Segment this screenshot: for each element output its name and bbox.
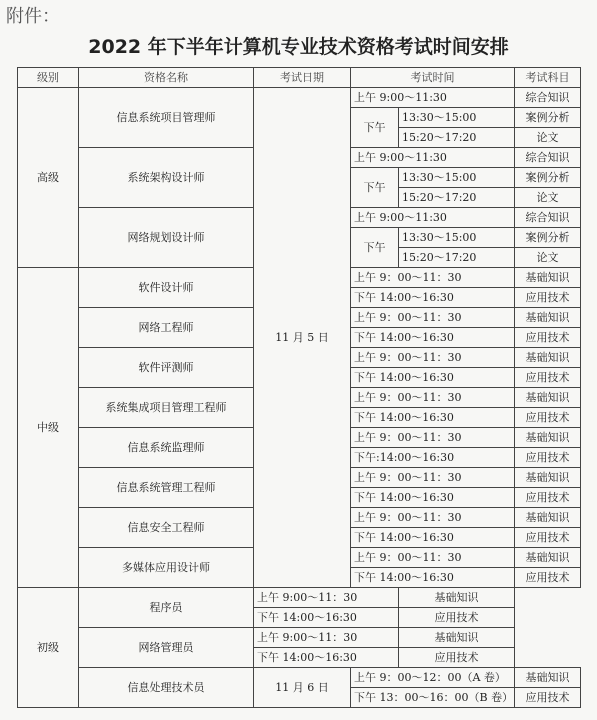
time-afternoon: 下午 14:00～16:30: [351, 328, 515, 348]
time-afternoon: 下午 14:00～16:30: [254, 648, 399, 668]
subject: 应用技术: [515, 328, 581, 348]
time-morning: 上午 9：00～11：30: [351, 388, 515, 408]
time-pm2: 15:20～17:20: [399, 128, 515, 148]
subject: 综合知识: [515, 208, 581, 228]
subject: 论文: [515, 188, 581, 208]
table-row: [18, 88, 581, 108]
qual-name: 系统架构设计师: [79, 148, 254, 208]
time-morning: 上午 9:00～11:30: [351, 148, 515, 168]
time-morning: 上午 9：00～11：30: [351, 508, 515, 528]
time-morning: 上午 9：00～11：30: [351, 428, 515, 448]
subject: 基础知识: [515, 508, 581, 528]
header-date: 考试日期: [254, 68, 351, 88]
time-afternoon: 下午 14:00～16:30: [351, 488, 515, 508]
subject: 基础知识: [515, 308, 581, 328]
subject: 基础知识: [515, 348, 581, 368]
time-pm2: 15:20～17:20: [399, 188, 515, 208]
subject: 综合知识: [515, 148, 581, 168]
subject: 应用技术: [515, 688, 581, 708]
qual-name: 多媒体应用设计师: [79, 548, 254, 588]
subject: 基础知识: [399, 588, 515, 608]
time-afternoon: 下午 14:00～16:30: [351, 528, 515, 548]
subject: 应用技术: [515, 408, 581, 428]
time-morning: 上午 9：00～11：30: [351, 468, 515, 488]
subject: 基础知识: [515, 388, 581, 408]
qual-name: 软件设计师: [79, 268, 254, 308]
annex-label: 附件：: [6, 6, 60, 27]
time-morning: 上午 9：00～11：30: [351, 348, 515, 368]
time-afternoon: 下午:14:00～16:30: [351, 448, 515, 468]
time-afternoon: 下午 14:00～16:30: [351, 288, 515, 308]
table-row: [18, 668, 581, 688]
subject: 案例分析: [515, 228, 581, 248]
subject: 基础知识: [515, 548, 581, 568]
date-nov6: 11 月 6 日: [254, 668, 351, 708]
subject: 应用技术: [515, 288, 581, 308]
time-morning: 上午 9：00～11：30: [351, 308, 515, 328]
time-pm2: 15:20～17:20: [399, 248, 515, 268]
subject: 案例分析: [515, 168, 581, 188]
level-junior: 初级: [18, 588, 79, 708]
time-morning: 上午 9：00～11：30: [351, 548, 515, 568]
subject: 综合知识: [515, 88, 581, 108]
time-afternoon: 下午: [351, 168, 399, 208]
qual-name: 程序员: [79, 588, 254, 628]
table-header-row: [18, 68, 581, 88]
qual-name: 系统集成项目管理工程师: [79, 388, 254, 428]
subject: 论文: [515, 248, 581, 268]
subject: 基础知识: [515, 428, 581, 448]
table-row: [18, 628, 581, 648]
subject: 基础知识: [515, 668, 581, 688]
qual-name: 网络管理员: [79, 628, 254, 668]
header-name: 资格名称: [79, 68, 254, 88]
time-morning: 上午 9:00～11：30: [254, 588, 399, 608]
qual-name: 软件评测师: [79, 348, 254, 388]
subject: 案例分析: [515, 108, 581, 128]
qual-name: 信息处理技术员: [79, 668, 254, 708]
time-afternoon: 下午 14:00～16:30: [351, 408, 515, 428]
level-senior: 高级: [18, 88, 79, 268]
subject: 基础知识: [399, 628, 515, 648]
header-subject: 考试科目: [515, 68, 581, 88]
exam-schedule-table: [17, 67, 581, 708]
time-afternoon: 下午: [351, 108, 399, 148]
subject: 应用技术: [515, 488, 581, 508]
subject: 应用技术: [515, 448, 581, 468]
table-row: [18, 588, 581, 608]
qual-name: 信息系统项目管理师: [79, 88, 254, 148]
qual-name: 信息系统监理师: [79, 428, 254, 468]
subject: 论文: [515, 128, 581, 148]
subject: 应用技术: [399, 648, 515, 668]
time-morning: 上午 9:00～11：30: [254, 628, 399, 648]
subject: 基础知识: [515, 268, 581, 288]
subject: 基础知识: [515, 468, 581, 488]
header-level: 级别: [18, 68, 79, 88]
time-pm1: 13:30～15:00: [399, 168, 515, 188]
page-title: 2022 年下半年计算机专业技术资格考试时间安排: [88, 36, 509, 58]
time-morning: 上午 9:00～11:30: [351, 208, 515, 228]
time-afternoon: 下午 13：00～16：00（B 卷）: [351, 688, 515, 708]
level-intermediate: 中级: [18, 268, 79, 588]
subject: 应用技术: [515, 528, 581, 548]
date-nov5: 11 月 5 日: [254, 88, 351, 588]
qual-name: 网络工程师: [79, 308, 254, 348]
qual-name: 网络规划设计师: [79, 208, 254, 268]
time-morning: 上午 9:00～11:30: [351, 88, 515, 108]
time-afternoon: 下午 14:00～16:30: [254, 608, 399, 628]
subject: 应用技术: [515, 368, 581, 388]
time-morning: 上午 9：00～12：00（A 卷）: [351, 668, 515, 688]
time-morning: 上午 9：00～11：30: [351, 268, 515, 288]
time-pm1: 13:30～15:00: [399, 228, 515, 248]
time-afternoon: 下午 14:00～16:30: [351, 368, 515, 388]
header-time: 考试时间: [351, 68, 515, 88]
time-afternoon: 下午 14:00～16:30: [351, 568, 515, 588]
subject: 应用技术: [515, 568, 581, 588]
qual-name: 信息安全工程师: [79, 508, 254, 548]
subject: 应用技术: [399, 608, 515, 628]
time-afternoon: 下午: [351, 228, 399, 268]
time-pm1: 13:30～15:00: [399, 108, 515, 128]
qual-name: 信息系统管理工程师: [79, 468, 254, 508]
